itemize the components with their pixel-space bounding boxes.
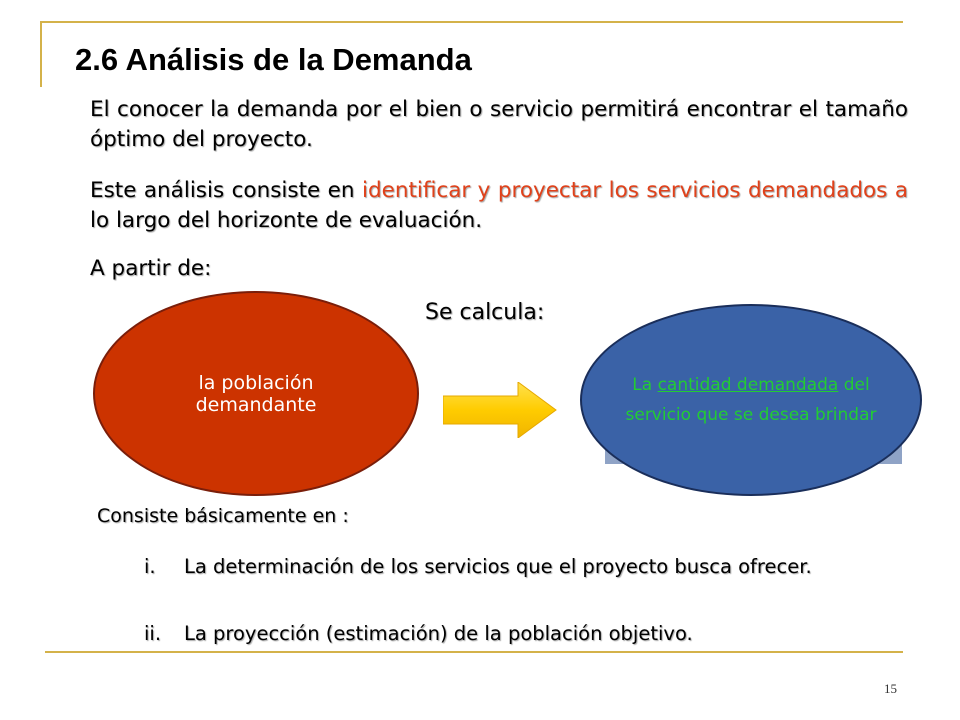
bottom-rule bbox=[45, 651, 903, 653]
cantidad-demandada-ellipse bbox=[580, 304, 922, 496]
paragraph-2-end: lo largo del horizonte de evaluación. bbox=[90, 208, 483, 233]
paragraph-2-start: Este análisis consiste en bbox=[90, 178, 362, 203]
slide-title: 2.6 Análisis de la Demanda bbox=[75, 42, 472, 77]
a-partir-label: A partir de: bbox=[90, 256, 212, 281]
right-shape-prefix: La bbox=[632, 375, 658, 395]
list-item bbox=[144, 557, 864, 576]
poblacion-demandante-text bbox=[196, 372, 317, 416]
poblacion-demandante-ellipse bbox=[93, 291, 419, 496]
consiste-label: Consiste básicamente en : bbox=[97, 505, 349, 527]
se-calcula-label: Se calcula: bbox=[425, 300, 545, 325]
left-rule bbox=[40, 21, 42, 87]
list-item-number: i. bbox=[144, 555, 156, 578]
left-shape-line1: la población bbox=[198, 371, 314, 394]
list-item-text: La proyección (estimación) de la población objetivo. bbox=[184, 622, 693, 645]
page-number: 15 bbox=[884, 681, 897, 696]
cantidad-demandada-text bbox=[612, 370, 890, 430]
top-rule bbox=[40, 21, 903, 23]
list-item-text: La determinación de los servicios que el proyecto busca ofrecer. bbox=[184, 555, 812, 578]
right-shape-underlined: cantidad demandada bbox=[657, 375, 839, 395]
paragraph-2 bbox=[90, 176, 908, 236]
left-shape-line2: demandante bbox=[195, 393, 317, 416]
paragraph-1: El conocer la demanda por el bien o servicio permitirá encontrar el tamaño óptimo del proyecto. bbox=[90, 97, 908, 152]
list-item-number: ii. bbox=[144, 622, 162, 645]
right-shape-rest: del servicio que se desea brindar bbox=[625, 375, 877, 425]
list-item bbox=[144, 624, 864, 643]
paragraph-2-highlight: identificar y proyectar los servicios demandados a bbox=[361, 178, 908, 203]
right-arrow-icon bbox=[443, 382, 558, 438]
